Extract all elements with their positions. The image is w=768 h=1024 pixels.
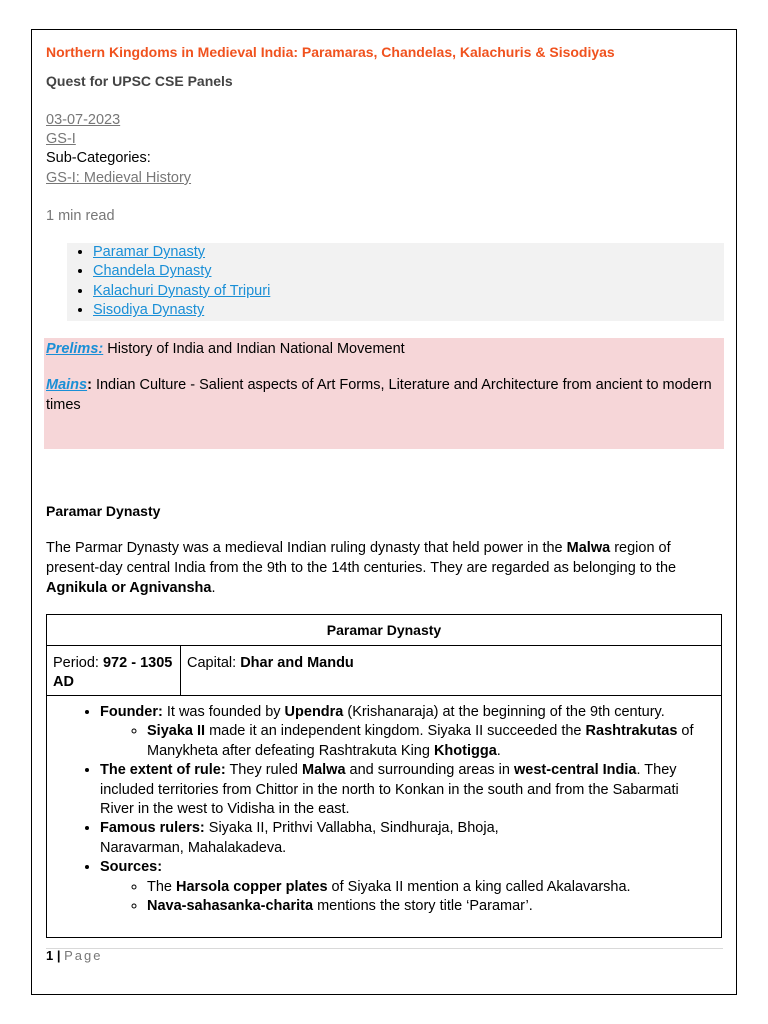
toc-link-sisodiya[interactable]: Sisodiya Dynasty [93,302,205,319]
rulers-item: • Famous rulers: Siyaka II, Prithvi Vallabha, Sindhuraja, Bhoja, Naravarman, Mahalakadeva. [100,819,715,858]
table-of-contents [67,243,724,321]
page-word: Page [64,948,103,963]
footer-divider [46,948,723,949]
toc-item [93,301,724,320]
section-heading: Paramar Dynasty [46,503,161,519]
toc-item [93,282,724,301]
read-time: 1 min read [46,208,115,224]
dynasty-table [46,614,722,938]
prelims-label[interactable]: Prelims: [46,341,104,357]
document-title: Northern Kingdoms in Medieval India: Paramaras, Chandelas, Kalachuris & Sisodiyas [46,44,615,60]
period-cell: Period: 972 - 1305 AD [47,646,181,696]
details-cell [47,696,722,938]
document-subtitle: Quest for UPSC CSE Panels [46,73,233,89]
toc-link-paramar[interactable]: Paramar Dynasty [93,244,206,260]
syllabus-box [44,338,724,449]
mains-label[interactable]: Mains [46,377,88,393]
toc-item [93,262,724,281]
footer-separator: | [53,948,65,963]
mains-colon: : [87,377,92,393]
mains-line [44,375,724,415]
capital-cell: Capital: Dhar and Mandu [181,646,722,696]
founder-item: • Founder: It was founded by Upendra (Krishanaraja) at the beginning of the 9th century. ◦ Siyaka II made it an independent kingdom. Siyaka II succeeded the Rashtrakutas of Manykheta after defeating Rashtrakuta King Khotigga. [100,703,715,761]
prelims-line [44,338,724,359]
toc-link-chandela[interactable]: Chandela Dynasty [93,263,212,280]
mains-text: Indian Culture - Salient aspects of Art Forms, Literature and Architecture from ancient to modern times [46,377,712,413]
date-link[interactable]: 03-07-2023 [46,112,121,128]
category-link[interactable]: GS-I [46,131,76,147]
subcategories-label: Sub-Categories: [46,150,151,166]
toc-item [93,243,724,262]
subcategory-link[interactable]: GS-I: Medieval History [46,170,192,186]
extent-item: • The extent of rule: They ruled Malwa and surrounding areas in west-central India. They included territories from Chittor in the north to Konkan in the south and from the Sabarmati River in the west to Vidisha in the east. [100,761,715,819]
page-footer [46,948,102,963]
prelims-text: History of India and Indian National Movement [103,341,405,357]
source-harsola: ◦ The Harsola copper plates of Siyaka II mention a king called Akalavarsha. [147,878,715,897]
section-intro: The Parmar Dynasty was a medieval Indian ruling dynasty that held power in the Malwa region of present-day central India from the 9th to the 14th centuries. They are regarded as belonging to the Agnikula or Agnivansha. [46,540,677,596]
source-nava: ◦ Nava-sahasanka-charita mentions the story title ‘Paramar’. [147,897,715,916]
sources-item: • Sources: ◦ The Harsola copper plates of Siyaka II mention a king called Akalavarsha. ◦ Nava-sahasanka-charita mentions the story title ‘Paramar’. [100,858,715,916]
siyaka-item: ◦ Siyaka II made it an independent kingdom. Siyaka II succeeded the Rashtrakutas of Manykheta after defeating Rashtrakuta King Khotigga. [147,722,715,761]
toc-link-kalachuri[interactable]: Kalachuri Dynasty of Tripuri [93,282,271,299]
table-title: Paramar Dynasty [47,615,722,646]
page-number: 1 [46,948,54,963]
